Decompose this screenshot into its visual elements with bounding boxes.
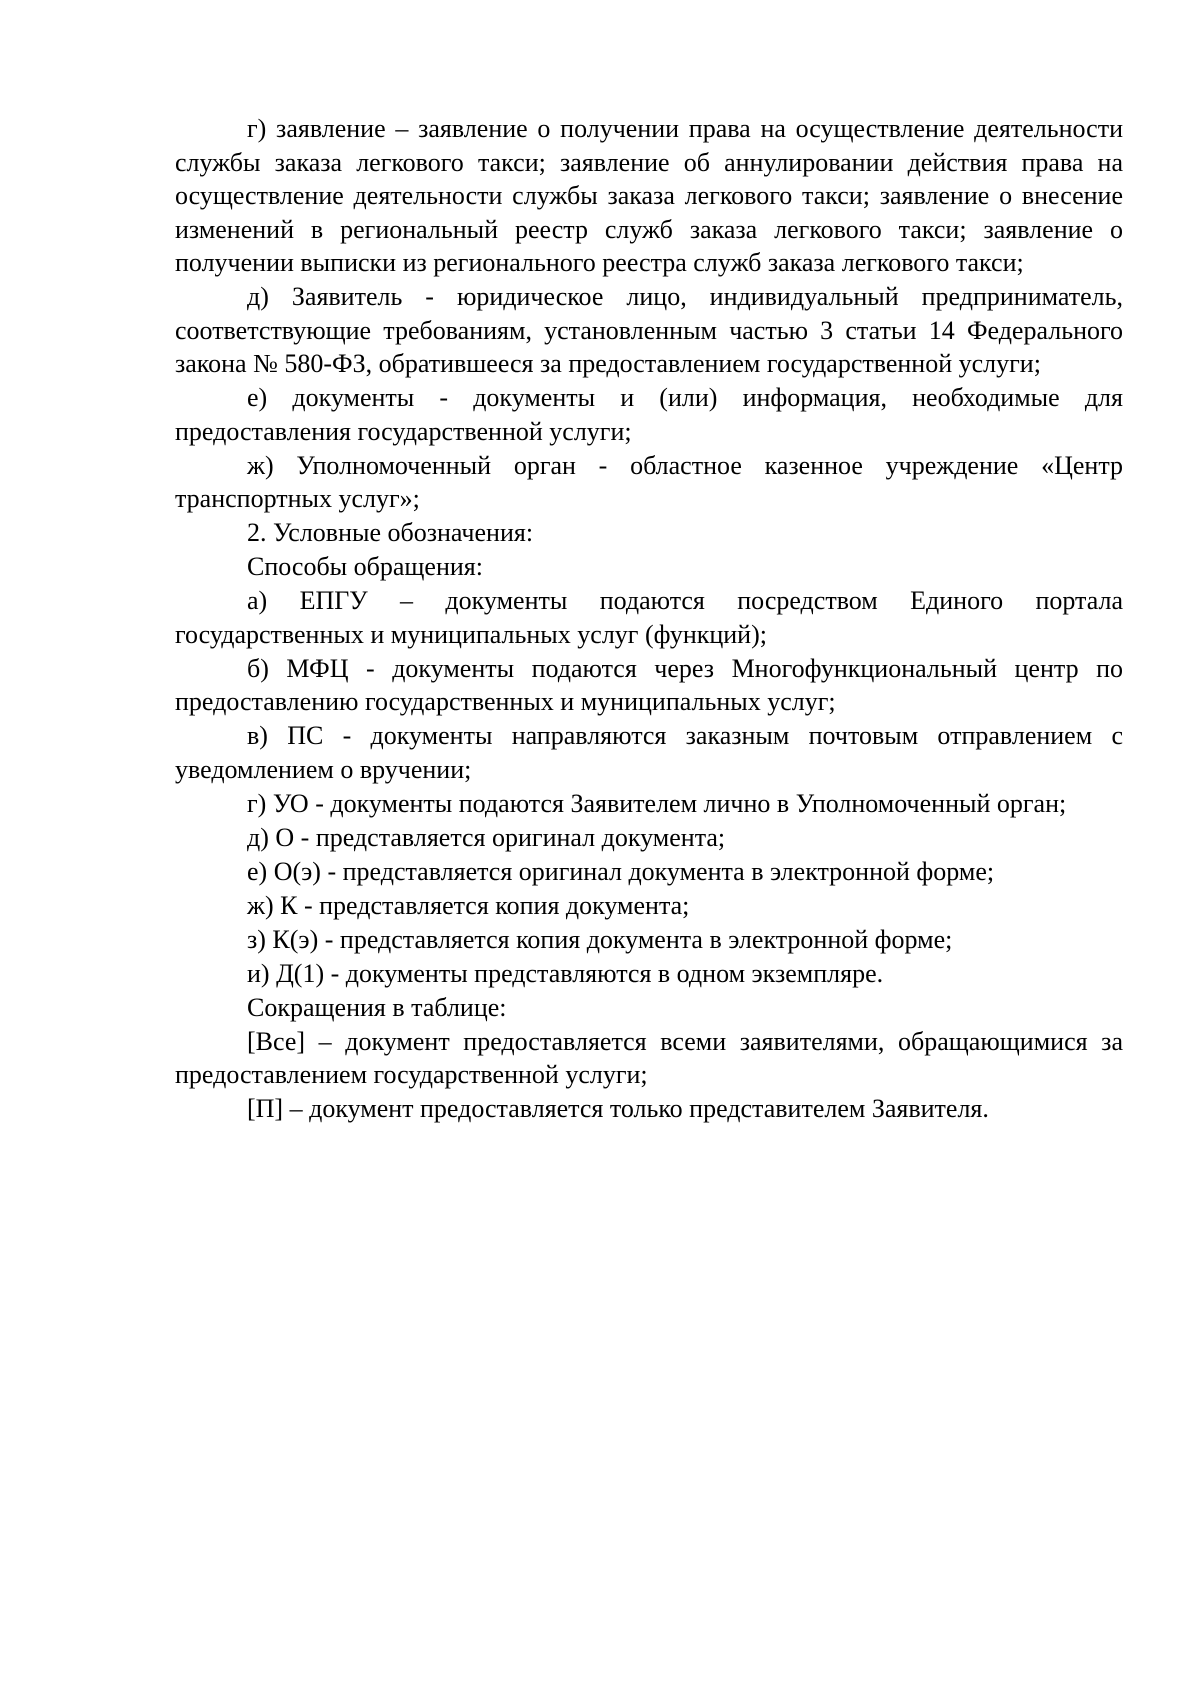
paragraph-abbr-representative: [П] – документ предоставляется только представителем Заявителя. (247, 1094, 989, 1123)
paragraph-copy-electronic: з) К(э) - представляется копия документа в электронной форме; (247, 924, 953, 954)
paragraph-single-copy: и) Д(1) - документы представляются в одном экземпляре. (247, 958, 884, 988)
paragraph-method-mfc: б) МФЦ - документы подаются через Многофункциональный центр по предоставлению государственных и муниципальных услуг; (175, 653, 1123, 716)
subheading-submission-methods: Способы обращения: (247, 552, 483, 581)
paragraph-method-epgu: а) ЕПГУ – документы подаются посредством Единого портала государственных и муниципальных услуг (функций); (175, 586, 1123, 649)
paragraph-copy: ж) К - представляется копия документа; (247, 890, 690, 920)
document-page (175, 112, 1123, 1126)
paragraph-abbr-all: [Все] – документ предоставляется всеми заявителями, обращающимися за предоставлением государственной услуги; (175, 1026, 1123, 1089)
paragraph-definition-applicant: д) Заявитель - юридическое лицо, индивидуальный предприниматель, соответствующие требованиям, установленным частью 3 статьи 14 Федерального закона № 580-ФЗ, обратившееся за предоставлением государственной услуги; (175, 282, 1123, 378)
paragraph-method-in-person: г) УО - документы подаются Заявителем лично в Уполномоченный орган; (247, 788, 1067, 818)
subheading-table-abbreviations: Сокращения в таблице: (247, 992, 507, 1022)
paragraph-definition-application: г) заявление – заявление о получении права на осуществление деятельности службы заказа легкового такси; заявление об аннулировании действия права на осуществление деятельности службы заказа легкового такси; заявление о внесение изменений в региональный реестр служб заказа легкового такси; заявление о получении выписки из регионального реестра служб заказа легкового такси; (175, 114, 1123, 277)
paragraph-definition-documents: е) документы - документы и (или) информация, необходимые для предоставления государственной услуги; (175, 383, 1123, 446)
paragraph-method-post: в) ПС - документы направляются заказным почтовым отправлением с уведомлением о вручении; (175, 721, 1123, 784)
paragraph-original-electronic: е) О(э) - представляется оригинал документа в электронной форме; (247, 856, 995, 886)
section-heading-legend: 2. Условные обозначения: (247, 518, 534, 547)
paragraph-original: д) О - представляется оригинал документа; (247, 822, 726, 852)
paragraph-definition-authorized-body: ж) Уполномоченный орган - областное казенное учреждение «Центр транспортных услуг»; (175, 450, 1123, 513)
